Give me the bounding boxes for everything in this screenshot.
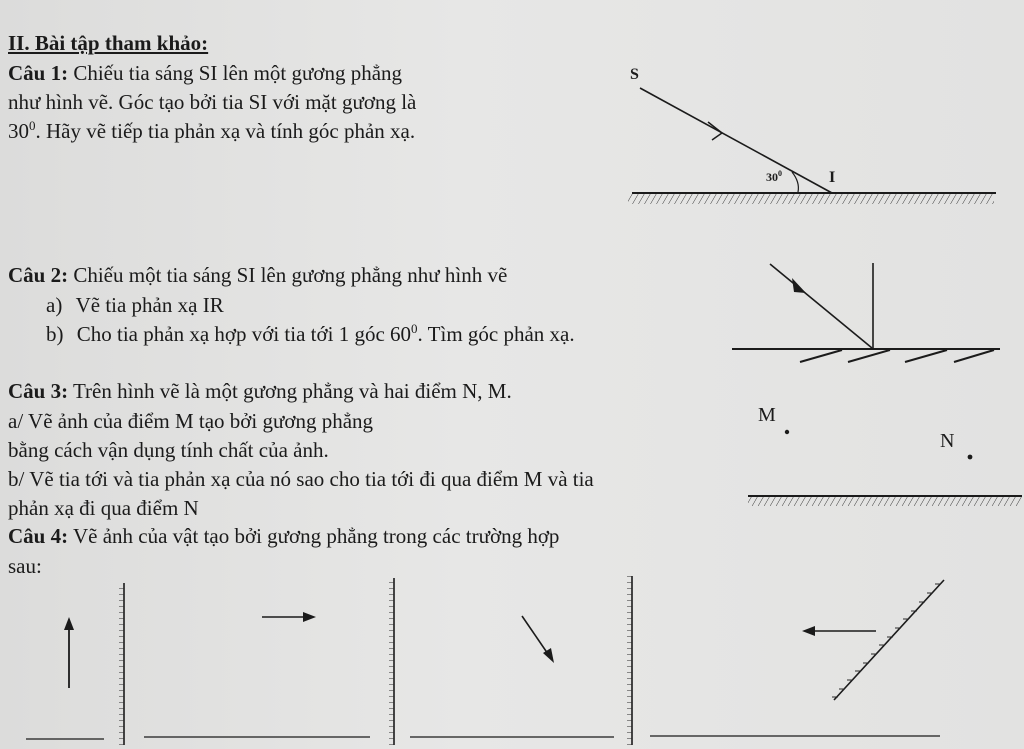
fig1-label-s: S [630, 66, 639, 83]
q3-line2: a/ Vẽ ảnh của điểm M tạo bởi gương phẳng [8, 409, 374, 433]
section-title: II. Bài tập tham khảo: [8, 31, 209, 55]
q2-label: Câu 2: [8, 263, 69, 287]
q2-item-a-text: Vẽ tia phản xạ IR [75, 293, 224, 317]
fig1-angle-label: $30^0$ [766, 169, 782, 184]
fig3-label-n: N [940, 430, 955, 452]
q4-label: Câu 4: [8, 524, 69, 548]
q3-line5: phản xạ đi qua điểm N [8, 496, 199, 520]
fig2-hatch-1 [800, 350, 842, 362]
fig4d-diagram [650, 580, 944, 736]
q2-item-b-angle: 60 [390, 322, 412, 346]
q2-item-b-degree: 0 [411, 321, 418, 336]
fig2-incident-ray [770, 264, 872, 348]
fig4a-mirror-hatching [119, 583, 124, 745]
q2-item-b-rest: . Tìm góc phản xạ. [417, 322, 575, 346]
q1-line2: như hình vẽ. Góc tạo bởi tia SI với mặt gương là [8, 90, 417, 114]
fig4d-mirror-line [834, 580, 944, 700]
q3-text-line1: Trên hình vẽ là một gương phẳng và hai điểm N, M. [72, 379, 512, 403]
fig4a-diagram [26, 583, 124, 745]
fig4b-diagram [144, 578, 394, 745]
fig4d-arrow-head [802, 626, 815, 636]
fig2-ray-arrow [792, 278, 806, 293]
q2-text-line1: Chiếu một tia sáng SI lên gương phẳng như hình vẽ [73, 263, 508, 287]
fig4c-object-arrow [522, 616, 548, 654]
fig3-mirror-hatching [748, 497, 1022, 506]
q2-item-b-text: Cho tia phản xạ hợp với tia tới 1 góc [76, 322, 385, 346]
q3-label: Câu 3: [8, 379, 69, 403]
q1-angle-degree: 0 [29, 118, 36, 133]
q1-text-line1: Chiếu tia sáng SI lên một gương phẳng [73, 61, 403, 85]
fig1-label-i: I [829, 169, 836, 186]
fig1-ray-arrow [708, 122, 722, 140]
q3-line4: b/ Vẽ tia tới và tia phản xạ của nó sao cho tia tới đi qua điểm M và tia [8, 467, 594, 491]
q4-line2: sau: [8, 554, 42, 578]
fig4b-arrow-head [303, 612, 316, 622]
fig3-label-m: M [758, 404, 776, 426]
q2-item-a-marker: a) [46, 293, 63, 317]
fig3-mirror-diagram [748, 430, 1022, 506]
fig4a-arrow-head [64, 617, 74, 630]
q1-angle-value: 30 [8, 119, 29, 143]
fig4c-mirror-hatching [627, 576, 632, 745]
q1-label: Câu 1: [8, 61, 69, 85]
fig4b-mirror-hatching [389, 578, 394, 745]
fig4c-diagram [410, 576, 632, 745]
fig3-point-n [968, 455, 973, 460]
fig2-hatch-3 [905, 350, 947, 362]
q4-text-line1: Vẽ ảnh của vật tạo bởi gương phẳng trong các trường hợp [72, 524, 560, 548]
q2-item-b-marker: b) [46, 322, 64, 346]
fig1-mirror-diagram [628, 88, 996, 204]
q3-line3: bằng cách vận dụng tính chất của ảnh. [8, 438, 329, 462]
fig1-mirror-hatching [628, 194, 994, 204]
q1-line3-rest: . Hãy vẽ tiếp tia phản xạ và tính góc phản xạ. [35, 119, 416, 143]
fig3-point-m [785, 430, 789, 434]
fig1-incident-ray [640, 88, 832, 193]
fig2-hatch-2 [848, 350, 890, 362]
fig2-hatch-4 [954, 350, 994, 362]
fig2-mirror-diagram [732, 263, 1000, 362]
